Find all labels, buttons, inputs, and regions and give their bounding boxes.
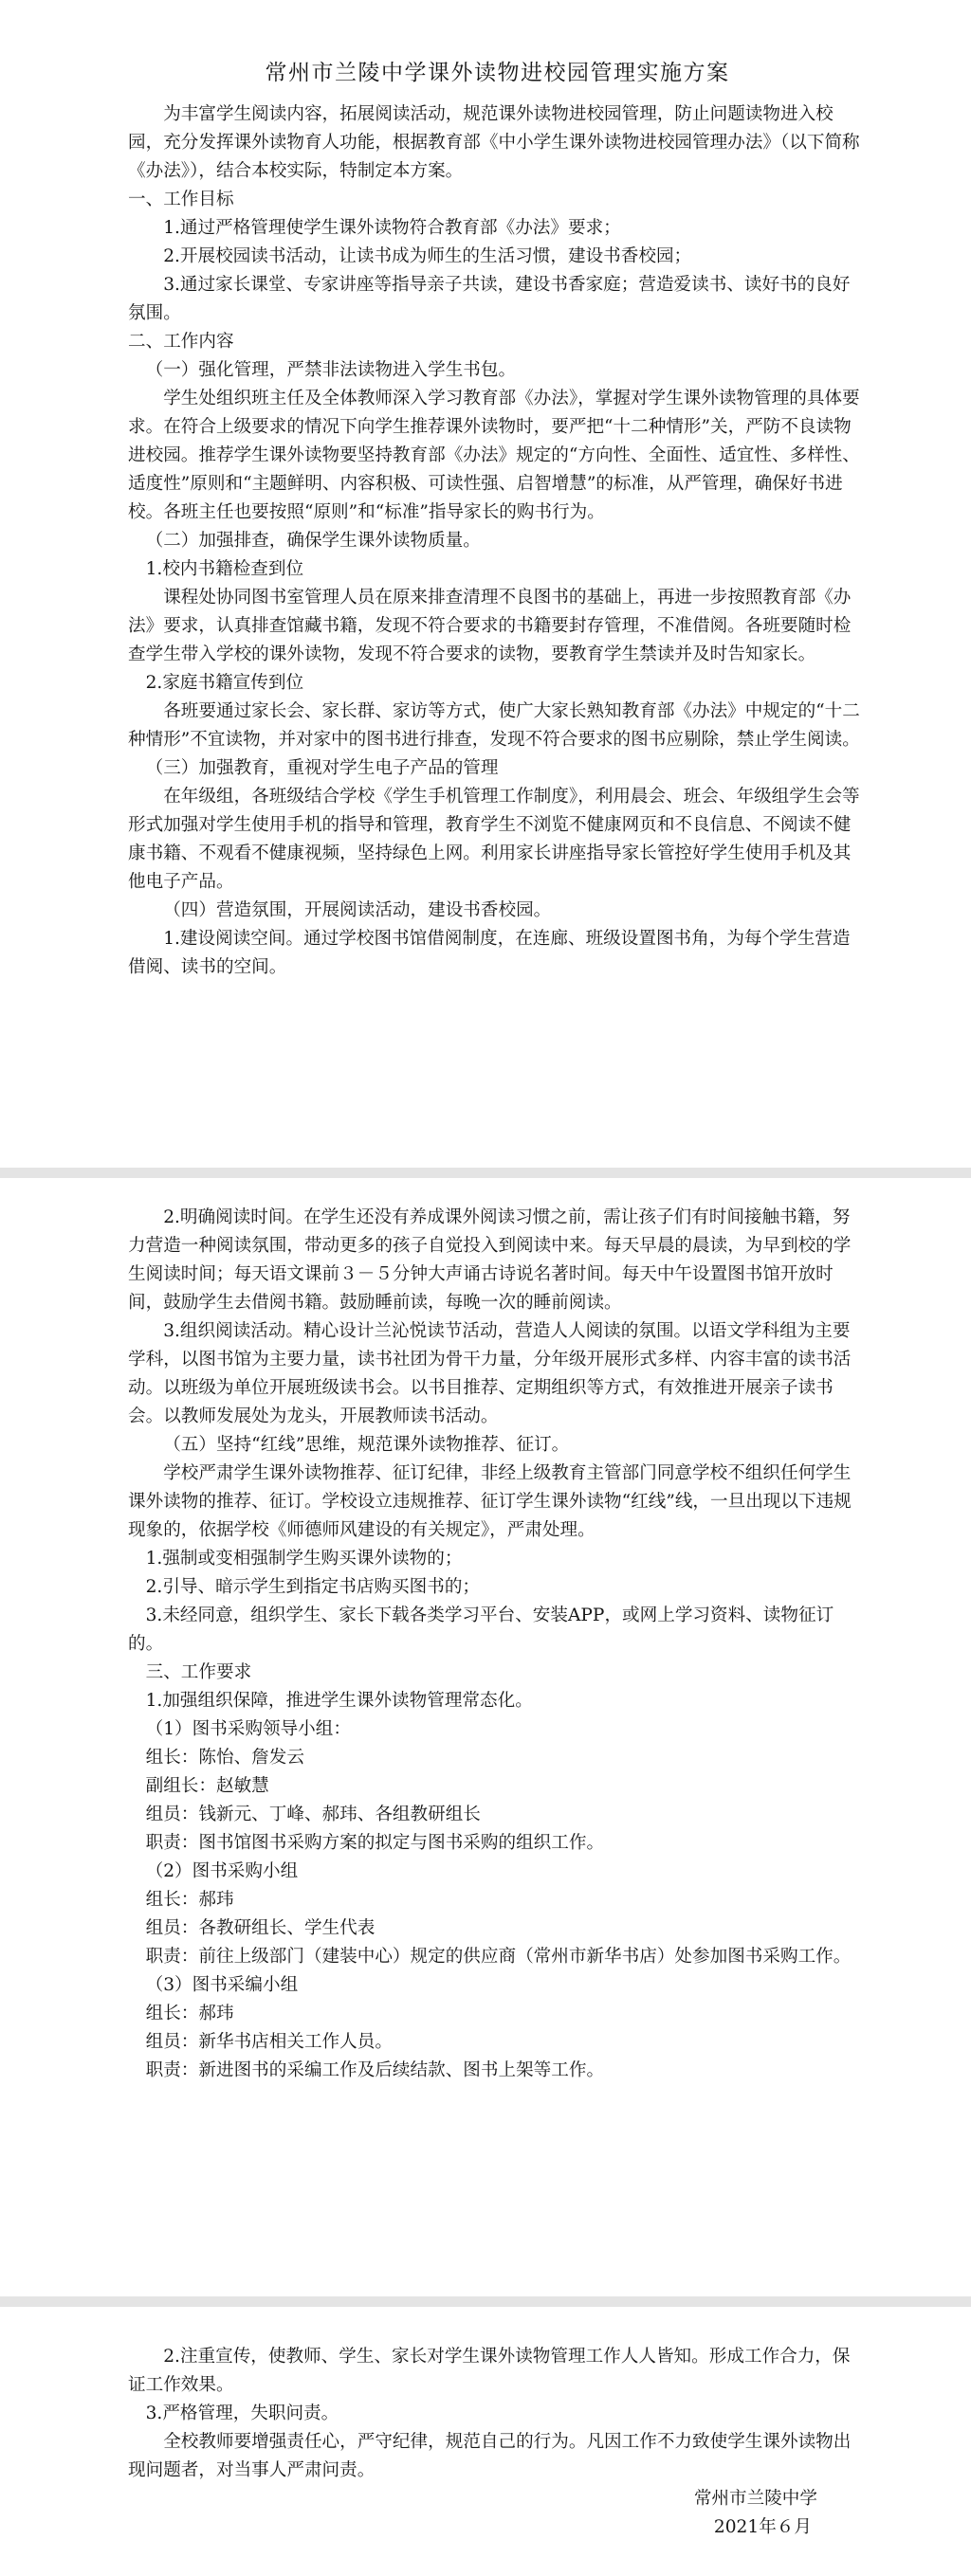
goal-item-1: 1.通过严格管理使学生课外读物符合教育部《办法》要求； [163,218,621,238]
requirement-item-3: 3.严格管理，失职问责。 [145,2404,339,2423]
subsection-3-heading: （三）加强教育，重视对学生电子产品的管理 [145,758,499,778]
group-3-heading: （3）图书采编小组 [145,1975,299,1995]
group-3-members: 组员：新华书店相关工作人员。 [145,2032,393,2052]
subsection-5-body: 学校严肃学生课外读物推荐、征订纪律，非经上级教育主管部门同意学校不组织任何学生课外读物的推荐、征订。学校设立违规推荐、征订学生课外读物“红线”线，一旦出现以下违规现象的，依据学校《师德师风建设的有关规定》，严肃处理。 [128,1463,852,1540]
document-title: 常州市兰陵中学课外读物进校园管理实施方案 [265,61,730,85]
intro-paragraph: 为丰富学生阅读内容，拓展阅读活动，规范课外读物进校园管理，防止问题读物进入校园，充分发挥课外读物育人功能，根据教育部《中小学生课外读物进校园管理办法》（以下简称《办法》），结合本校实际，特制定本方案。 [128,104,860,181]
subsection-4-item-2: 2.明确阅读时间。在学生还没有养成课外阅读习惯之前，需让孩子们有时间接触书籍，努力营造一种阅读氛围，带动更多的孩子自觉投入到阅读中来。每天早晨的晨读，为早到校的学生阅读时间；每天语文课前３－５分钟大声诵古诗说名著时间。每天中午设置图书馆开放时间，鼓励学生去借阅书籍。鼓励睡前读，每晚一次的睡前阅读。 [128,1207,852,1313]
group-2-duty: 职责：前往上级部门（建装中心）规定的供应商（常州市新华书店）处参加图书采购工作。 [145,1947,852,1967]
subsection-4-item-1: 1.建设阅读空间。通过学校图书馆借阅制度，在连廊、班级设置图书角，为每个学生营造借阅、读书的空间。 [128,929,851,977]
violation-item-3: 3.未经同意，组织学生、家长下载各类学习平台、安装APP，或网上学习资料、读物征订的。 [128,1605,834,1654]
requirement-item-1: 1.加强组织保障，推进学生课外读物管理常态化。 [145,1691,533,1711]
group-3-duty: 职责：新进图书的采编工作及后续结款、图书上架等工作。 [145,2060,605,2080]
group-1-members: 组员：钱新元、丁峰、郝玮、各组教研组长 [145,1805,481,1824]
document-page-1 [0,0,971,1168]
subsection-3-body: 在年级组，各班级结合学校《学生手机管理工作制度》，利用晨会、班会、年级组学生会等形式加强对学生使用手机的指导和管理，教育学生不浏览不健康网页和不良信息、不阅读不健康书籍、不观看不健康视频，坚持绿色上网。利用家长讲座指导家长管控好学生使用手机及其他电子产品。 [128,787,860,892]
signature-organization: 常州市兰陵中学 [693,2489,817,2509]
subsection-5-heading: （五）坚持“红线”思维，规范课外读物推荐、征订。 [163,1435,570,1455]
group-1-heading: （1）图书采购领导小组： [145,1719,351,1739]
group-2-heading: （2）图书采购小组 [145,1861,299,1881]
violation-item-2: 2.引导、暗示学生到指定书店购买图书的； [145,1577,481,1597]
goal-item-3: 3.通过家长课堂、专家讲座等指导亲子共读，建设书香家庭；营造爱读书、读好书的良好氛围。 [128,275,851,323]
subsection-1-heading: （一）强化管理，严禁非法读物进入学生书包。 [145,360,517,380]
subsection-2-item-2-heading: 2.家庭书籍宣传到位 [145,673,304,693]
group-3-leader: 组长：郝玮 [145,2004,234,2023]
subsection-4-item-3: 3.组织阅读活动。精心设计兰沁悦读节活动，营造人人阅读的氛围。以语文学科组为主要学科，以图书馆为主要力量，读书社团为骨干力量，分年级开展形式多样、内容丰富的读书活动。以班级为单位开展班级读书会。以书目推荐、定期组织等方式，有效推进开展亲子读书会。以教师发展处为龙头，开展教师读书活动。 [128,1321,852,1426]
group-1-duty: 职责：图书馆图书采购方案的拟定与图书采购的组织工作。 [145,1833,605,1853]
group-2-leader: 组长：郝玮 [145,1890,234,1910]
requirement-item-3-body: 全校教师要增强责任心，严守纪律，规范自己的行为。凡因工作不力致使学生课外读物出现问题者，对当事人严肃问责。 [128,2432,852,2480]
section-1-heading: 一、工作目标 [128,190,234,209]
group-1-vice-leader: 副组长：赵敏慧 [145,1776,269,1796]
violation-item-1: 1.强制或变相强制学生购买课外读物的； [145,1549,463,1569]
goal-item-2: 2.开展校园读书活动，让读书成为师生的生活习惯，建设书香校园； [163,246,692,266]
section-3-heading: 三、工作要求 [145,1662,252,1682]
subsection-2-item-1-body: 课程处协同图书室管理人员在原来排查清理不良图书的基础上，再进一步按照教育部《办法》要求，认真排查馆藏书籍，发现不符合要求的书籍要封存管理，不准借阅。各班要随时检查学生带入学校的课外读物，发现不符合要求的读物，要教育学生禁读并及时告知家长。 [128,588,852,664]
group-2-members: 组员：各教研组长、学生代表 [145,1918,376,1938]
subsection-2-item-1-heading: 1.校内书籍检查到位 [145,559,304,579]
subsection-4-heading: （四）营造氛围，开展阅读活动，建设书香校园。 [163,900,552,920]
document-page-3 [0,2307,971,2576]
subsection-2-item-2-body: 各班要通过家长会、家长群、家访等方式，使广大家长熟知教育部《办法》中规定的“十二种情形”不宜读物，并对家中的图书进行排查，发现不符合要求的图书应剔除，禁止学生阅读。 [128,701,860,750]
requirement-item-2: 2.注重宣传，使教师、学生、家长对学生课外读物管理工作人人皆知。形成工作合力，保证工作效果。 [128,2347,851,2395]
document-page-2 [0,1178,971,2296]
subsection-2-heading: （二）加强排查，确保学生课外读物质量。 [145,531,481,551]
section-2-heading: 二、工作内容 [128,332,234,352]
group-1-leader: 组长：陈怡、詹发云 [145,1748,304,1768]
subsection-1-body: 学生处组织班主任及全体教师深入学习教育部《办法》，掌握对学生课外读物管理的具体要求。在符合上级要求的情况下向学生推荐课外读物时，要严把“十二种情形”关，严防不良读物进校园。推荐学生课外读物要坚持教育部《办法》规定的“方向性、全面性、适宜性、多样性、适度性”原则和“主题鲜明、内容积极、可读性强、启智增慧”的标准，从严管理，确保好书进校。各班主任也要按照“原则”和“标准”指导家长的购书行为。 [128,389,860,522]
signature-date: 2021年６月 [713,2517,812,2537]
